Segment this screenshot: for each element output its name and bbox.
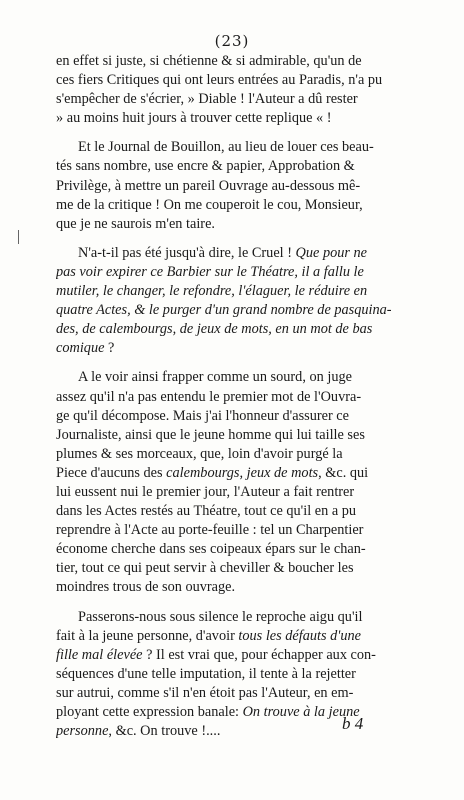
text-line: [56, 368, 426, 387]
paragraph-p3: [56, 244, 426, 359]
paragraph-gap: [56, 598, 426, 608]
paragraph-gap: [56, 358, 426, 368]
text-segment: dans les Actes restés au Théatre, tout ce qu'il en a pu: [56, 503, 357, 520]
text-segment: , &c. qui: [318, 464, 369, 481]
paragraph-p2: [56, 138, 426, 233]
text-line: [56, 684, 426, 703]
text-line: [56, 339, 426, 358]
text-segment: tés sans nombre, use encre & papier, Approbation &: [56, 158, 355, 175]
text-line: [56, 320, 426, 339]
paragraph-p4: [56, 368, 426, 597]
italic-text: On trouve à la jeune: [242, 704, 360, 720]
text-line: [56, 263, 426, 282]
text-segment: économe cherche dans ses coipeaux épars sur le chan-: [56, 541, 366, 558]
text-segment: Privilège, à mettre un pareil Ouvrage au-dessous mê-: [56, 177, 361, 194]
text-line: [56, 646, 426, 665]
text-segment: moindres trous de son ouvrage.: [56, 579, 236, 596]
text-line: [56, 703, 426, 722]
text-line: [56, 502, 426, 521]
text-segment: ployant cette expression banale:: [56, 704, 243, 720]
text-line: [56, 109, 426, 128]
italic-text: pas voir expirer ce Barbier sur le Théatre, il a fallu le: [56, 263, 364, 280]
text-line: [56, 157, 426, 176]
text-segment: reprendre à l'Acte au porte-feuille : tel un Charpentier: [56, 522, 364, 539]
text-segment: Passerons-nous sous silence le reproche aigu qu'il: [78, 608, 363, 625]
italic-text: calembourgs, jeux de mots: [166, 464, 319, 481]
text-line: [56, 464, 426, 483]
italic-text: personne: [56, 723, 109, 740]
italic-text: mutiler, le changer, le refondre, l'élaguer, le réduire en: [56, 283, 368, 300]
text-line: [56, 540, 426, 559]
text-segment: N'a-t-il pas été jusqu'à dire, le Cruel !: [78, 244, 296, 261]
text-line: [56, 445, 426, 464]
paragraph-p1: [56, 52, 426, 128]
paragraph-p5: [56, 608, 426, 742]
text-segment: que je ne saurois m'en taire.: [56, 215, 215, 232]
text-segment: tier, tout ce qui peut servir à cheviller & boucher les: [56, 560, 354, 577]
text-line: [56, 426, 426, 445]
text-line: [56, 196, 426, 215]
italic-text: comique: [56, 340, 105, 357]
text-segment: » au moins huit jours à trouver cette replique « !: [56, 110, 332, 127]
text-segment: A le voir ainsi frapper comme un sourd, on juge: [78, 369, 352, 386]
text-line: [56, 627, 426, 646]
page-number: (23): [214, 32, 250, 50]
text-segment: Piece d'aucuns des: [56, 464, 167, 481]
text-line: [56, 578, 426, 597]
text-segment: sur autrui, comme s'il n'en étoit pas l'Auteur, en em-: [56, 684, 354, 701]
text-line: [56, 177, 426, 196]
text-line: [56, 407, 426, 426]
body-text: [56, 52, 426, 741]
text-line: [56, 301, 426, 320]
italic-text: fille mal élevée: [56, 646, 143, 663]
text-line: [56, 722, 426, 741]
text-line: [56, 559, 426, 578]
text-line: [56, 282, 426, 301]
text-line: [56, 388, 426, 407]
italic-text: quatre Actes, & le purger d'un grand nombre de pasquina-: [56, 302, 392, 319]
text-line: [56, 483, 426, 502]
text-segment: séquences d'une telle imputation, il tente à la rejetter: [56, 665, 356, 682]
text-line: [56, 521, 426, 540]
paragraph-gap: [56, 128, 426, 138]
text-segment: ? Il est vrai que, pour échapper aux con-: [142, 646, 376, 663]
text-line: [56, 215, 426, 234]
text-line: [56, 665, 426, 684]
text-line: [56, 244, 426, 263]
text-segment: lui eussent nui le premier jour, l'Auteur a fait rentrer: [56, 483, 355, 500]
text-line: [56, 138, 426, 157]
text-segment: s'empêcher de s'écrier, » Diable ! l'Auteur a dû rester: [56, 91, 358, 108]
signature-mark: b 4: [342, 714, 364, 733]
paragraph-gap: [56, 234, 426, 244]
text-segment: me de la critique ! On me couperoit le cou, Monsieur,: [56, 196, 363, 213]
text-segment: fait à la jeune personne, d'avoir: [56, 627, 239, 644]
text-segment: assez qu'il n'a pas entendu le premier mot de l'Ouvra-: [56, 388, 362, 405]
text-line: [56, 90, 426, 109]
text-segment: , &c. On trouve !....: [108, 723, 221, 740]
text-segment: ge qu'il décompose. Mais j'ai l'honneur d'assurer ce: [56, 407, 349, 424]
text-segment: en effet si juste, si chétienne & si admirable, qu'un de: [56, 53, 362, 69]
text-segment: plumes & ses morceaux, que, loin d'avoir purgé la: [56, 445, 343, 462]
italic-text: Que pour ne: [295, 244, 368, 261]
text-line: [56, 71, 426, 90]
text-line: [56, 52, 426, 71]
text-segment: Et le Journal de Bouillon, au lieu de louer ces beau-: [78, 139, 374, 156]
text-segment: Journaliste, ainsi que le jeune homme qui lui taille ses: [56, 426, 365, 443]
italic-text: tous les défauts d'une: [238, 627, 361, 644]
italic-text: des, de calembourgs, de jeux de mots, en un mot de bas: [56, 321, 373, 338]
text-segment: ?: [104, 340, 115, 357]
text-segment: ces fiers Critiques qui ont leurs entrées au Paradis, n'a pu: [56, 72, 383, 89]
text-line: [56, 608, 426, 627]
margin-mark: [18, 230, 19, 244]
